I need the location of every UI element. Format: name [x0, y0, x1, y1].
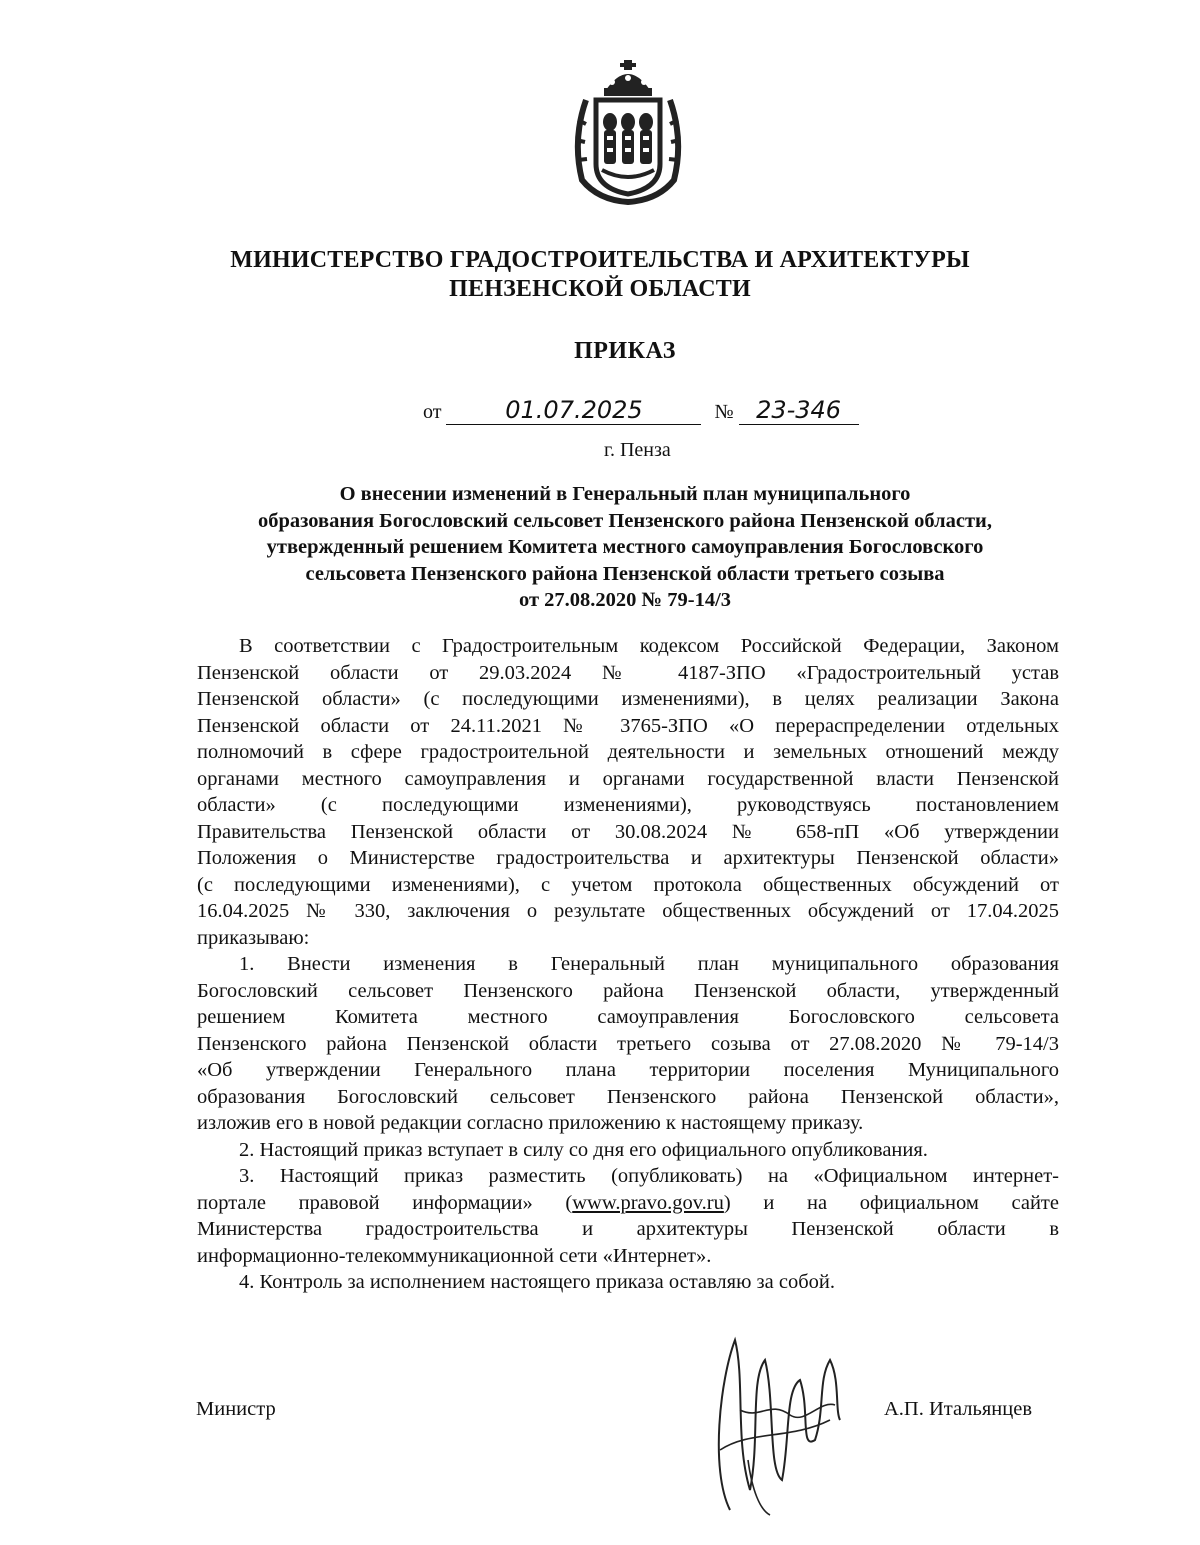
item1-line: 1. Внести изменения в Генеральный план муниципального образования: [239, 953, 1059, 975]
date-number-line: [423, 396, 859, 426]
subject-line: О внесении изменений в Генеральный план муниципального: [339, 483, 911, 505]
item4-line: 4. Контроль за исполнением настоящего приказа оставляю за собой.: [239, 1271, 835, 1293]
subject-line: от 27.08.2020 № 79-14/3: [518, 589, 732, 611]
preamble-line: Положения о Министерстве градостроительства и архитектуры Пензенской области»: [197, 847, 1059, 869]
preamble-line: полномочий в сфере градостроительной деятельности и земельных отношений между: [197, 741, 1059, 763]
preamble-line: Правительства Пензенской области от 30.08.2024 № 658-пП «Об утверждении: [197, 820, 1059, 843]
ministry-title-line1: МИНИСТЕРСТВО ГРАДОСТРОИТЕЛЬСТВА И АРХИТЕКТУРЫ: [230, 247, 970, 273]
item1-line: Богословский сельсовет Пензенского района Пензенской области, утвержденный: [197, 979, 1059, 1002]
item1-line: «Об утверждении Генерального плана территории поселения Муниципального: [197, 1059, 1059, 1081]
preamble-line: Пензенской области» (с последующими изменениями), в целях реализации Закона: [197, 688, 1059, 710]
item3-line: Министерства градостроительства и архитектуры Пензенской области в: [197, 1218, 1059, 1240]
number-label: №: [714, 401, 734, 423]
preamble-line: приказываю:: [197, 926, 310, 949]
item1-line: образования Богословский сельсовет Пензенского района Пензенской области»,: [197, 1085, 1059, 1108]
date-label: от: [423, 401, 442, 423]
item3-text: портале правовой информации» (: [197, 1191, 573, 1214]
number-value: 23-346: [739, 396, 859, 425]
item3-line: информационно-телекоммуникационной сети «Интернет».: [197, 1244, 712, 1267]
preamble-line: области» (с последующими изменениями), руководствуясь постановлением: [197, 794, 1059, 816]
signatory-position: Министр: [196, 1398, 276, 1420]
item2-line: 2. Настоящий приказ вступает в силу со дня его официального опубликования.: [239, 1138, 928, 1161]
item3-line: 3. Настоящий приказ разместить (опубликовать) на «Официальном интернет-: [239, 1165, 1059, 1187]
ministry-title: [150, 246, 1050, 304]
preamble-line: В соответствии с Градостроительным кодексом Российской Федерации, Законом: [239, 635, 1059, 657]
preamble-line: (с последующими изменениями), с учетом протокола общественных обсуждений от: [197, 873, 1059, 896]
subject-line: сельсовета Пензенского района Пензенской области третьего созыва: [305, 562, 945, 585]
item1-line: решением Комитета местного самоуправления Богословского сельсовета: [197, 1006, 1059, 1028]
item1-line: изложив его в новой редакции согласно приложению к настоящему приказу.: [197, 1112, 864, 1134]
coat-of-arms-icon: [568, 60, 688, 205]
item1-line: Пензенского района Пензенской области третьего созыва от 27.08.2020 № 79-14/3: [197, 1032, 1059, 1055]
preamble-line: органами местного самоуправления и органами государственной власти Пензенской: [197, 767, 1059, 790]
pravo-gov-link[interactable]: www.pravo.gov.ru: [572, 1191, 724, 1214]
subject-heading: [180, 481, 1070, 614]
date-value: 01.07.2025: [446, 396, 701, 425]
document-type-heading: ПРИКАЗ: [574, 338, 676, 364]
item3-line: [197, 1190, 1059, 1217]
item3-text: ) и на официальном сайте: [723, 1191, 1059, 1214]
handwritten-signature-icon: [690, 1320, 860, 1520]
ministry-title-line2: ПЕНЗЕНСКОЙ ОБЛАСТИ: [449, 276, 751, 302]
subject-line: образования Богословский сельсовет Пензенского района Пензенской области,: [258, 509, 992, 532]
preamble-line: 16.04.2025 № 330, заключения о результате общественных обсуждений от 17.04.2025: [197, 900, 1059, 922]
preamble-line: Пензенской области от 29.03.2024 № 4187-ЗПО «Градостроительный устав: [197, 661, 1059, 684]
subject-line: утвержденный решением Комитета местного самоуправления Богословского: [266, 536, 984, 558]
city-label: г. Пенза: [604, 439, 671, 461]
preamble-line: Пензенской области от 24.11.2021 № 3765-ЗПО «О перераспределении отдельных: [197, 714, 1059, 737]
signatory-name: А.П. Итальянцев: [884, 1398, 1033, 1420]
document-body: [197, 633, 1059, 1296]
